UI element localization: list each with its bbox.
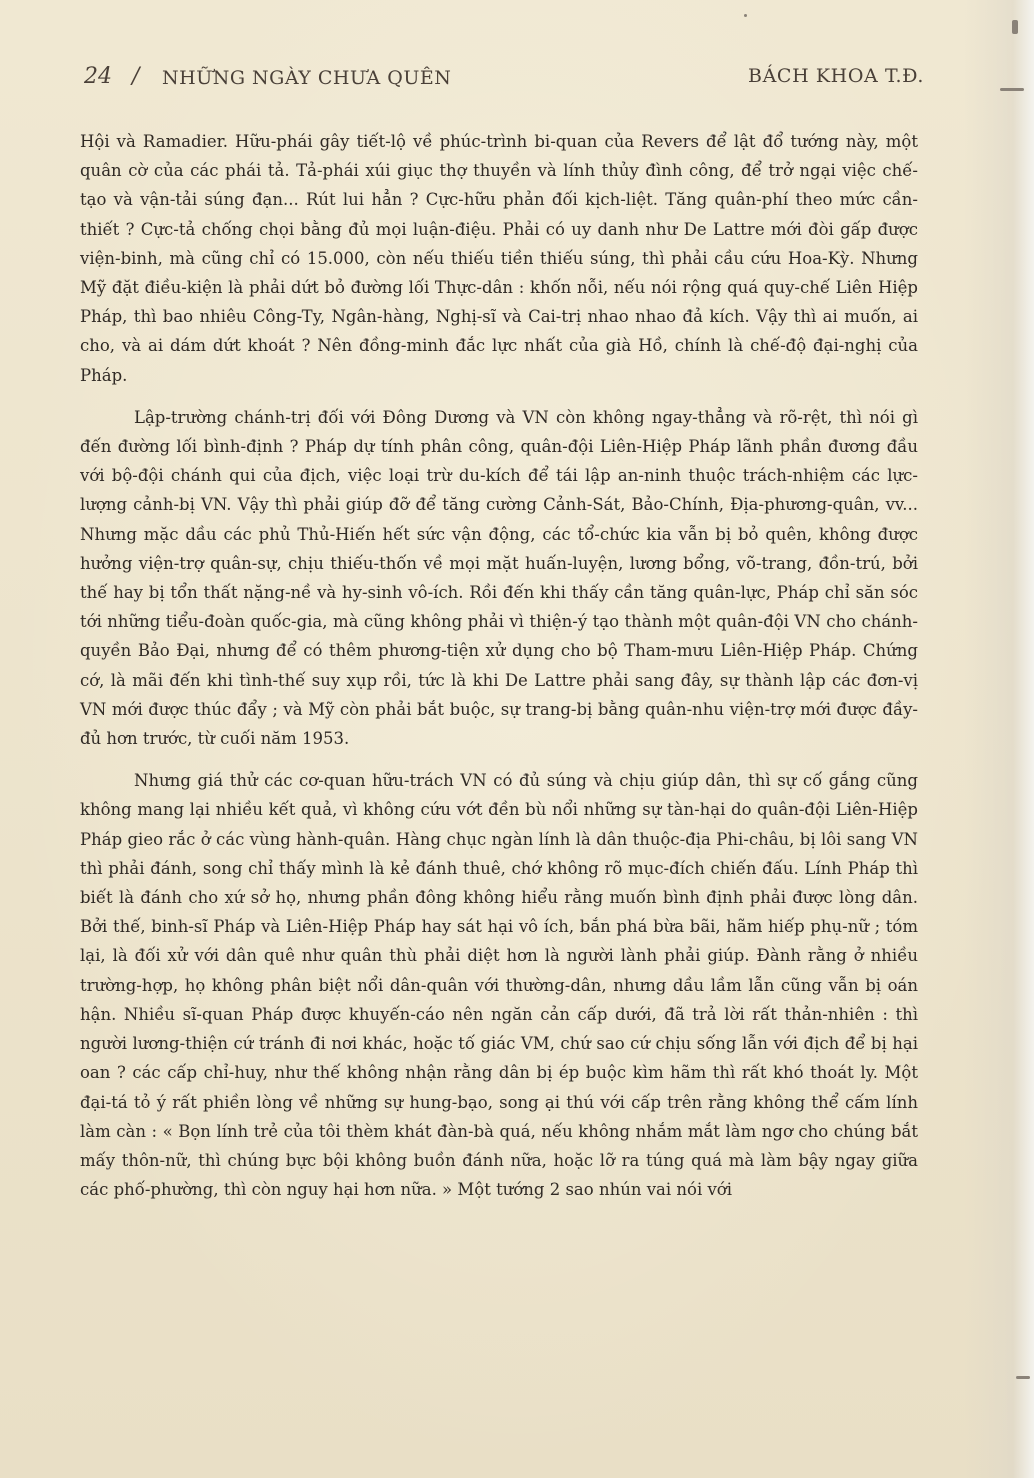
paper-speck (1012, 20, 1018, 34)
journal-name: BÁCH KHOA T.Đ. (748, 65, 924, 87)
paper-speck (1016, 1376, 1030, 1379)
header-separator: / (132, 64, 140, 89)
paragraph: Lập-trường chánh-trị đối với Đông Dương và VN còn không ngay-thẳng và rõ-rệt, thì nói gì đến đường lối bình-định ? Pháp dự tính phân công, quân-đội Liên-Hiệp Pháp lãnh phần đương đầu với bộ-đội chánh qui của địch, việc loại trừ du-kích để tái lập an-ninh thuộc trách-nhiệm các lực-lượng cảnh-bị VN. Vậy thì phải giúp đỡ để tăng cường Cảnh-Sát, Bảo-Chính, Địa-phương-quân, vv... Nhưng mặc dầu các phủ Thủ-Hiến hết sức vận động, các tổ-chức kia vẫn bị bỏ quên, không được hưởng viện-trợ quân-sự, chịu thiếu-thốn về mọi mặt huấn-luyện, lương bổng, võ-trang, đồn-trú, bởi thế hay bị tổn thất nặng-nề và hy-sinh vô-ích. Rồi đến khi thấy cần tăng quân-lực, Pháp chỉ săn sóc tới những tiểu-đoàn quốc-gia, mà cũng không phải vì thiện-ý tạo thành một quân-đội VN cho chánh-quyền Bảo Đại, nhưng để có thêm phương-tiện xử dụng cho bộ Tham-mưu Liên-Hiệp Pháp. Chứng cớ, là mãi đến khi tình-thế suy xụp rồi, tức là khi De Lattre phải sang đây, sự thành lập các đơn-vị VN mới được thúc đẩy ; và Mỹ còn phải bắt buộc, sự trang-bị bằng quân-nhu viện-trợ mới được đầy-đủ hơn trước, từ cuối năm 1953. (80, 407, 918, 749)
running-header (84, 64, 924, 98)
page-number: 24 (84, 64, 112, 89)
chapter-title: NHỮNG NGÀY CHƯA QUÊN (162, 67, 452, 89)
page-edge-shadow (964, 0, 1034, 1478)
paper-speck (744, 14, 747, 17)
article-body (80, 127, 918, 1204)
paper-speck (1000, 88, 1024, 91)
paragraph: Hội và Ramadier. Hữu-phái gây tiết-lộ về phúc-trình bi-quan của Revers để lật đổ tướng này, một quân cờ của các phái tả. Tả-phái xúi giục thợ thuyền và lính thủy đình công, để trở ngại việc chế-tạo và vận-tải súng đạn... Rút lui hẳn ? Cực-hữu phản đối kịch-liệt. Tăng quân-phí theo mức cần-thiết ? Cực-tả chống chọi bằng đủ mọi luận-điệu. Phải có uy danh như De Lattre mới đòi gấp được viện-binh, mà cũng chỉ có 15.000, còn nếu thiếu tiền thiếu súng, thì phải cầu cứu Hoa-Kỳ. Nhưng Mỹ đặt điều-kiện là phải dứt bỏ đường lối Thực-dân : khốn nỗi, nếu nói rộng quá quy-chế Liên Hiệp Pháp, thì bao nhiêu Công-Ty, Ngân-hàng, Nghị-sĩ và Cai-trị nhao nhao đả kích. Vậy thì ai muốn, ai cho, và ai dám dứt khoát ? Nên đồng-minh đắc lực nhất của già Hồ, chính là chế-độ đại-nghị của Pháp. (80, 132, 918, 385)
paragraph: Nhưng giá thử các cơ-quan hữu-trách VN có đủ súng và chịu giúp dân, thì sự cố gắng cũng không mang lại nhiều kết quả, vì không cứu vớt đền bù nổi những sự tàn-hại do quân-đội Liên-Hiệp Pháp gieo rắc ở các vùng hành-quân. Hàng chục ngàn lính là dân thuộc-địa Phi-châu, bị lôi sang VN thì phải đánh, song chỉ thấy mình là kẻ đánh thuê, chớ không rõ mục-đích chiến đấu. Lính Pháp thì biết là đánh cho xứ sở họ, nhưng phần đông không hiểu rằng muốn bình định phải được lòng dân. Bởi thế, binh-sĩ Pháp và Liên-Hiệp Pháp hay sát hại vô ích, bắn phá bừa bãi, hãm hiếp phụ-nữ ; tóm lại, là đối xử với dân quê như quân thù phải diệt hơn là người lành phải giúp. Đành rằng ở nhiều trường-hợp, họ không phân biệt nổi dân-quân với thường-dân, nhưng dầu lầm lẫn cũng vẫn bị oán hận. Nhiều sĩ-quan Pháp được khuyến-cáo nên ngăn cản cấp dưới, đã trả lời rất thản-nhiên : thì người lương-thiện cứ tránh đi nơi khác, hoặc tố giác VM, chứ sao cứ chịu sống lẫn với địch để bị hại oan ? các cấp chỉ-huy, như thế không nhận rằng dân bị ép buộc kìm hãm thì rất khó thoát ly. Một đại-tá tỏ ý rất phiền lòng về những sự hung-bạo, song ại thú với cấp trên rằng không thể cấm lính làm càn : « Bọn lính trẻ của tôi thèm khát đàn-bà quá, nếu không nhắm mắt làm ngơ cho chúng bắt mấy thôn-nữ, thì chúng bực bội không buồn đánh nữa, hoặc lỡ ra túng quá mà làm bậy ngay giữa các phố-phường, thì còn nguy hại hơn nữa. » Một tướng 2 sao nhún vai nói với (80, 771, 918, 1200)
